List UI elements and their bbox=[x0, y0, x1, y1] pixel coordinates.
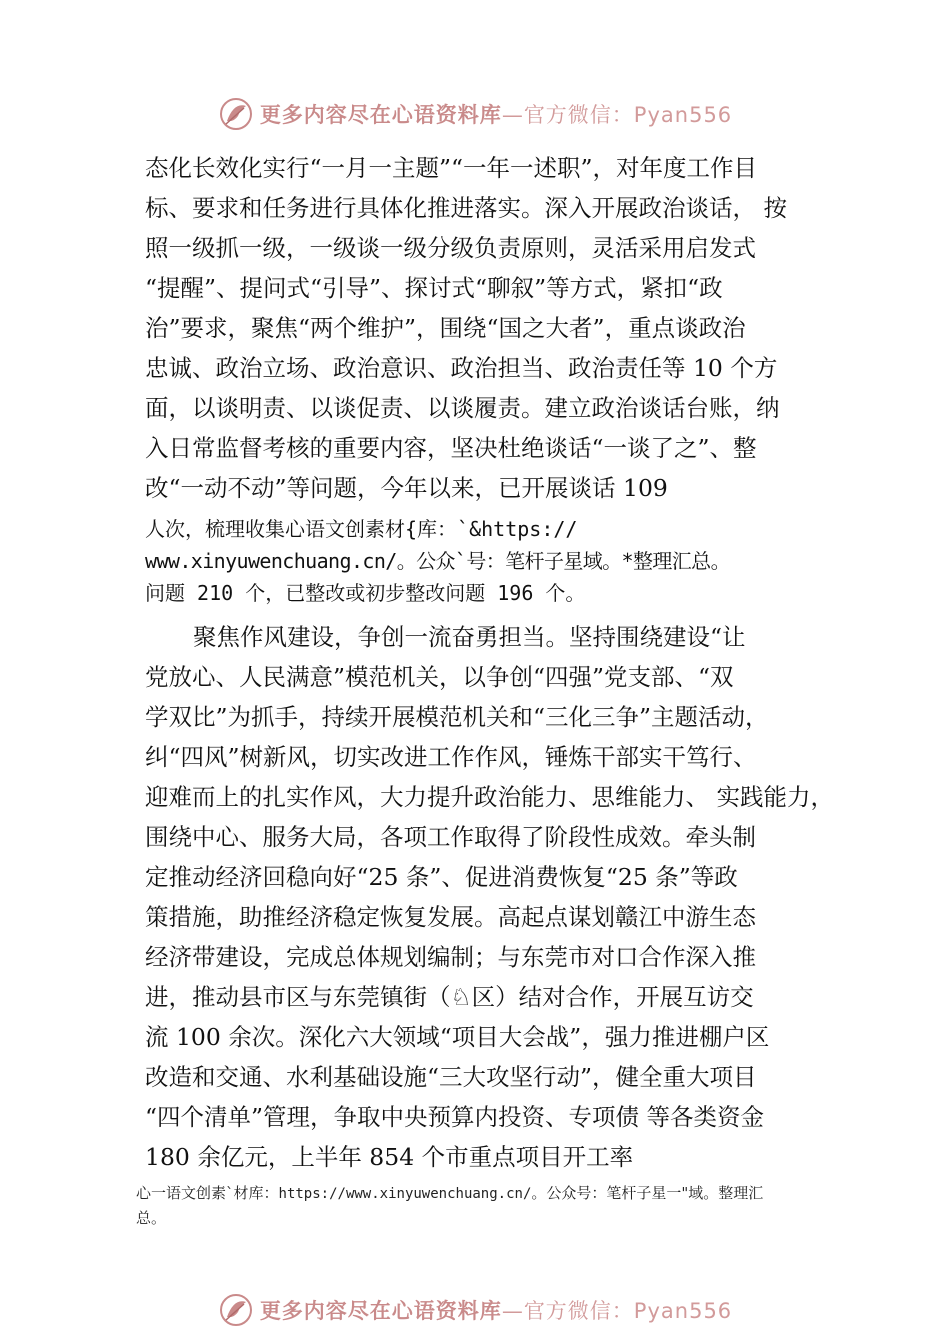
text-line: 治”要求，聚焦“两个维护”，围绕“国之大者”，重点谈政治 bbox=[145, 314, 746, 342]
text-line: 180 余亿元，上半年 854 个市重点项目开工率 bbox=[145, 1143, 634, 1171]
text-line: 迎难而上的扎实作风，大力提升政治能力、思维能力、 实践能力， bbox=[145, 783, 834, 811]
logo-icon bbox=[218, 1292, 254, 1328]
banner-title: 更多内容尽在心语资料库—官方微信：Pyan556 bbox=[259, 1298, 733, 1323]
text-line: 改造和交通、水利基础设施“三大攻坚行动”，健全重大项目 bbox=[145, 1063, 757, 1091]
text-line: 策措施，助推经济稳定恢复发展。高起点谋划赣江中游生态 bbox=[145, 903, 756, 931]
text-line: 标、要求和任务进行具体化推进落实。深入开展政治谈话， 按 bbox=[145, 194, 787, 222]
text-line: 党放心、人民满意”模范机关，以争创“四强”党支部、“双 bbox=[145, 663, 734, 691]
text-line: 学双比”为抓手，持续开展模范机关和“三化三争”主题活动， bbox=[145, 703, 769, 731]
text-line: 忠诚、政治立场、政治意识、政治担当、政治责任等 10 个方 bbox=[145, 354, 778, 382]
text-line: “四个清单”管理，争取中央预算内投资、专项债 等各类资金 bbox=[145, 1103, 764, 1131]
text-line: 改“一动不动”等问题，今年以来，已开展谈话 109 bbox=[145, 474, 668, 502]
text-line: 围绕中心、服务大局，各项工作取得了阶段性成效。牵头制 bbox=[145, 823, 756, 851]
text-line: 流 100 余次。深化六大领域“项目大会战”，强力推进棚户区 bbox=[145, 1023, 770, 1051]
text-line: 入日常监督考核的重要内容，坚决杜绝谈话“一谈了之”、整 bbox=[145, 434, 757, 462]
watermark-line: 人次，梳理收集心语文创素材{库：`&https:// bbox=[145, 517, 578, 541]
text-line: 定推动经济回稳向好“25 条”、促进消费恢复“25 条”等政 bbox=[145, 863, 738, 891]
footer-banner bbox=[0, 1288, 950, 1332]
text-line: 照一级抓一级，一级谈一级分级负责原则，灵活采用启发式 bbox=[145, 234, 756, 262]
text-line: “提醒”、提问式“引导”、探讨式“聊叙”等方式，紧扣“政 bbox=[145, 274, 723, 302]
footer-line: 总。 bbox=[136, 1209, 167, 1227]
header-banner bbox=[0, 92, 950, 136]
text-line: 进，推动县市区与东莞镇街（♘区）结对合作，开展互访交 bbox=[145, 983, 754, 1011]
watermark-line: www.xinyuwenchuang.cn/。公众`号：笔杆子星域。*整理汇总。 bbox=[145, 549, 730, 573]
logo-icon bbox=[218, 96, 254, 132]
text-line: 面，以谈明责、以谈促责、以谈履责。建立政治谈话台账，纳 bbox=[145, 394, 780, 422]
footer-line: 心一语文创素`材库：https://www.xinyuwenchuang.cn/。公众号：笔杆子星一"域。整理汇 bbox=[136, 1184, 764, 1202]
banner-title: 更多内容尽在心语资料库—官方微信：Pyan556 bbox=[259, 102, 733, 127]
text-line: 聚焦作风建设，争创一流奋勇担当。坚持围绕建设“让 bbox=[193, 623, 746, 651]
text-line: 问题 210 个，已整改或初步整改问题 196 个。 bbox=[145, 581, 586, 605]
text-line: 态化长效化实行“一月一主题”“一年一述职”，对年度工作目 bbox=[145, 154, 758, 182]
text-line: 纠“四风”树新风，切实改进工作作风，锤炼干部实干笃行、 bbox=[145, 743, 757, 771]
text-line: 经济带建设，完成总体规划编制；与东莞市对口合作深入推 bbox=[145, 943, 756, 971]
